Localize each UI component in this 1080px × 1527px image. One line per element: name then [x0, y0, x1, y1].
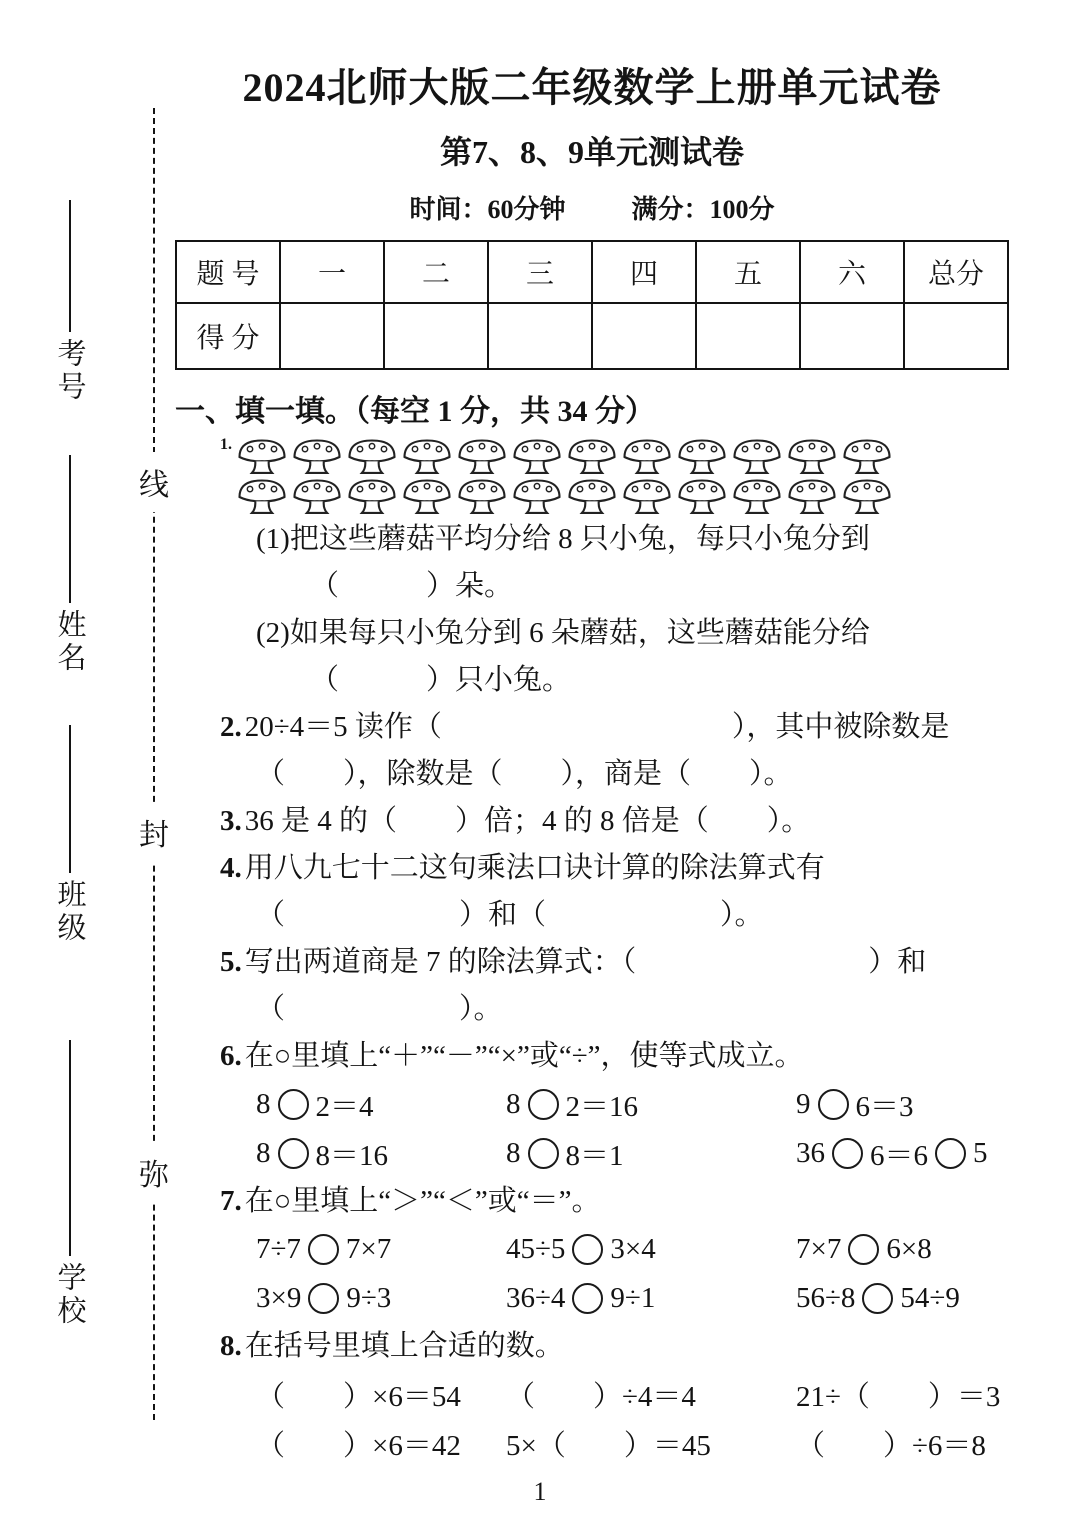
eq-right: 8＝1 — [565, 1140, 624, 1172]
exam-meta — [175, 189, 1009, 226]
header-cell-tihao: 题 号 — [176, 241, 280, 303]
mushroom-groups — [235, 436, 895, 516]
eq-left: 8 — [256, 1088, 271, 1120]
q8-blank-2: （ ）÷4＝4 — [506, 1381, 696, 1413]
score-table — [175, 240, 1009, 370]
blank-underline — [69, 200, 71, 332]
blank-circle — [832, 1138, 863, 1169]
question-5-number: 5. — [220, 946, 242, 978]
eq-right: 6×8 — [886, 1233, 932, 1265]
q3-line-1: 36 是 4 的（ ）倍；4 的 8 倍是（ ）。 — [244, 805, 811, 837]
blank-circle — [572, 1283, 603, 1314]
q1-part-1: (1)把这些蘑菇平均分给 8 只小兔，每只小兔分到 — [256, 523, 870, 555]
mushroom-row-1 — [235, 436, 895, 476]
q5-line-2: （ ）。 — [256, 993, 503, 1025]
mushroom-icon — [290, 436, 345, 475]
header-cell-1: 一 — [280, 241, 384, 303]
blank-circle — [818, 1089, 849, 1120]
blank-circle — [528, 1138, 559, 1169]
q7-row-1 — [256, 1225, 1009, 1274]
q8-prompt: 在括号里填上合适的数。 — [244, 1330, 564, 1362]
mushroom-icon — [510, 476, 565, 515]
score-cell-blank — [280, 303, 384, 369]
page-title: 2024北师大版二年级数学上册单元试卷 — [242, 65, 942, 110]
field-student-name — [50, 455, 90, 675]
eq-right: 9÷3 — [346, 1282, 392, 1314]
q6-equation-5 — [506, 1129, 796, 1178]
blank-circle — [278, 1089, 309, 1120]
eq-right: 6＝3 — [855, 1091, 914, 1123]
blank-circle — [308, 1283, 339, 1314]
score-cell-blank — [384, 303, 488, 369]
field-label-kaohao: 考号 — [53, 338, 86, 404]
header-cell-6: 六 — [800, 241, 904, 303]
question-6 — [175, 1033, 1009, 1178]
q4-line-1: 用八九七十二这句乘法口诀计算的除法算式有 — [244, 852, 825, 884]
exam-content — [175, 56, 1009, 1468]
mushroom-icon — [675, 436, 730, 475]
q6-equation-2 — [506, 1080, 796, 1129]
blank-underline — [69, 725, 71, 873]
field-label-xuexiao: 学校 — [53, 1262, 86, 1328]
q7-comparison-5 — [506, 1274, 796, 1323]
eq-right: 8＝16 — [315, 1140, 389, 1172]
eq-left: 3×9 — [256, 1282, 302, 1314]
time-label: 时间：60分钟 — [409, 195, 566, 224]
blank-circle — [308, 1234, 339, 1265]
blank-circle — [935, 1138, 966, 1169]
q7-comparison-1 — [256, 1225, 506, 1274]
q1-part-1-blank: （ ）朵。 — [310, 570, 514, 602]
mushroom-icon — [840, 436, 895, 475]
q8-row-2 — [256, 1419, 1009, 1468]
question-4 — [175, 845, 1009, 939]
q6-row-1 — [256, 1080, 1009, 1129]
q5-line-1: 写出两道商是 7 的除法算式：（ ）和 — [244, 946, 927, 978]
mushroom-icon — [235, 436, 290, 475]
field-school — [50, 1040, 90, 1328]
eq-left: 9 — [796, 1088, 811, 1120]
score-cell-blank — [904, 303, 1008, 369]
mushroom-icon — [400, 436, 455, 475]
q1-part-2-blank: （ ）只小兔。 — [310, 664, 572, 696]
fullscore-label: 满分：100分 — [631, 195, 775, 224]
q1-part-2: (2)如果每只小兔分到 6 朵蘑菇，这些蘑菇能分给 — [256, 617, 870, 649]
header-cell-total: 总分 — [904, 241, 1008, 303]
mushroom-icon — [510, 436, 565, 475]
mushroom-icon — [345, 436, 400, 475]
mushroom-icon — [345, 476, 400, 515]
q8-blank-1: （ ）×6＝54 — [256, 1381, 461, 1413]
score-cell-blank — [696, 303, 800, 369]
eq-right: 54÷9 — [900, 1282, 960, 1314]
question-8-number: 8. — [220, 1330, 242, 1362]
header-cell-2: 二 — [384, 241, 488, 303]
q8-blank-5: 5×（ ）＝45 — [506, 1430, 711, 1462]
q8-blank-3: 21÷（ ）＝3 — [796, 1381, 1001, 1413]
question-5 — [175, 939, 1009, 1033]
mushroom-icon — [675, 476, 730, 515]
question-2 — [175, 704, 1009, 798]
score-cell-blank — [800, 303, 904, 369]
mushroom-icon — [290, 476, 345, 515]
q6-equation-4 — [256, 1129, 506, 1178]
score-table-header-row — [176, 241, 1008, 303]
eq-left: 8 — [256, 1137, 271, 1169]
question-1-number: 1. — [220, 436, 232, 453]
question-4-number: 4. — [220, 852, 242, 884]
header-cell-5: 五 — [696, 241, 800, 303]
q7-comparison-3 — [796, 1225, 1009, 1274]
score-table-score-row — [176, 303, 1008, 369]
eq-left: 7×7 — [796, 1233, 842, 1265]
q7-comparison-4 — [256, 1274, 506, 1323]
q6-equation-3 — [796, 1080, 1009, 1129]
seal-char-feng: 封 — [138, 802, 170, 862]
q6-equation-1 — [256, 1080, 506, 1129]
blank-circle — [278, 1138, 309, 1169]
eq-left: 7÷7 — [256, 1233, 301, 1265]
field-label-xingming: 姓名 — [53, 609, 86, 675]
mushroom-icon — [785, 476, 840, 515]
question-7 — [175, 1178, 1009, 1323]
q7-prompt: 在○里填上“＞”“＜”或“＝”。 — [244, 1185, 601, 1217]
eq-right: 2＝16 — [565, 1091, 639, 1123]
q8-blank-6: （ ）÷6＝8 — [796, 1430, 986, 1462]
q6-prompt: 在○里填上“＋”“－”“×”或“÷”，使等式成立。 — [244, 1040, 804, 1072]
mushroom-icon — [620, 436, 675, 475]
header-cell-4: 四 — [592, 241, 696, 303]
section-heading-main: 一、填一填。 — [175, 395, 355, 428]
blank-underline — [69, 455, 71, 603]
q7-comparison-6 — [796, 1274, 1009, 1323]
q4-line-2: （ ）和（ ）。 — [256, 899, 764, 931]
mushroom-icon — [730, 476, 785, 515]
mushroom-icon — [455, 436, 510, 475]
question-2-number: 2. — [220, 711, 242, 743]
q2-line-2: （ ），除数是（ ），商是（ ）。 — [256, 758, 793, 790]
mushroom-icon — [730, 436, 785, 475]
mushroom-icon — [785, 436, 840, 475]
section-heading-note: （每空 1 分，共 34 分） — [355, 395, 655, 428]
blank-underline — [69, 1040, 71, 1256]
eq-right: 9÷1 — [610, 1282, 656, 1314]
eq-left: 56÷8 — [796, 1282, 856, 1314]
eq-left: 8 — [506, 1137, 521, 1169]
question-3 — [175, 798, 1009, 845]
q7-comparison-2 — [506, 1225, 796, 1274]
mushroom-icon — [455, 476, 510, 515]
eq-left: 45÷5 — [506, 1233, 566, 1265]
mushroom-icon — [840, 476, 895, 515]
eq-left: 36÷4 — [506, 1282, 566, 1314]
blank-circle — [848, 1234, 879, 1265]
eq-right: 3×4 — [610, 1233, 656, 1265]
question-8 — [175, 1323, 1009, 1468]
question-7-number: 7. — [220, 1185, 242, 1217]
q2-line-1: 20÷4＝5 读作（ ），其中被除数是 — [244, 711, 950, 743]
page-subtitle: 第7、8、9单元测试卷 — [439, 134, 744, 170]
mushroom-icon — [565, 436, 620, 475]
question-1 — [175, 436, 1009, 704]
mushroom-icon — [620, 476, 675, 515]
seal-char-xian: 线 — [138, 452, 170, 512]
score-row-label: 得 分 — [176, 303, 280, 369]
eq-right: 2＝4 — [315, 1091, 374, 1123]
question-6-number: 6. — [220, 1040, 242, 1072]
page-number: 1 — [533, 1477, 547, 1506]
blank-circle — [572, 1234, 603, 1265]
blank-circle — [862, 1283, 893, 1314]
mushroom-icon — [565, 476, 620, 515]
header-cell-3: 三 — [488, 241, 592, 303]
seal-char-mi: 弥 — [138, 1142, 170, 1202]
q8-blank-4: （ ）×6＝42 — [256, 1430, 461, 1462]
field-class — [50, 725, 90, 945]
mushroom-icon — [235, 476, 290, 515]
eq-right: 7×7 — [345, 1233, 392, 1265]
q8-row-1 — [256, 1370, 1009, 1419]
eq-left: 36 — [796, 1137, 825, 1169]
eq-left: 8 — [506, 1088, 521, 1120]
seal-dashed-line — [153, 108, 155, 1420]
mushroom-row-2 — [235, 476, 895, 516]
section-one-heading — [175, 386, 1009, 430]
question-3-number: 3. — [220, 805, 242, 837]
mushroom-icon — [400, 476, 455, 515]
blank-circle — [528, 1089, 559, 1120]
q7-row-2 — [256, 1274, 1009, 1323]
q6-equation-6 — [796, 1129, 1009, 1178]
field-label-banji: 班级 — [53, 879, 86, 945]
eq-right: 5 — [973, 1137, 988, 1169]
score-cell-blank — [488, 303, 592, 369]
field-exam-number — [50, 200, 90, 404]
q6-row-2 — [256, 1129, 1009, 1178]
score-cell-blank — [592, 303, 696, 369]
eq-middle: 6＝6 — [870, 1140, 929, 1172]
